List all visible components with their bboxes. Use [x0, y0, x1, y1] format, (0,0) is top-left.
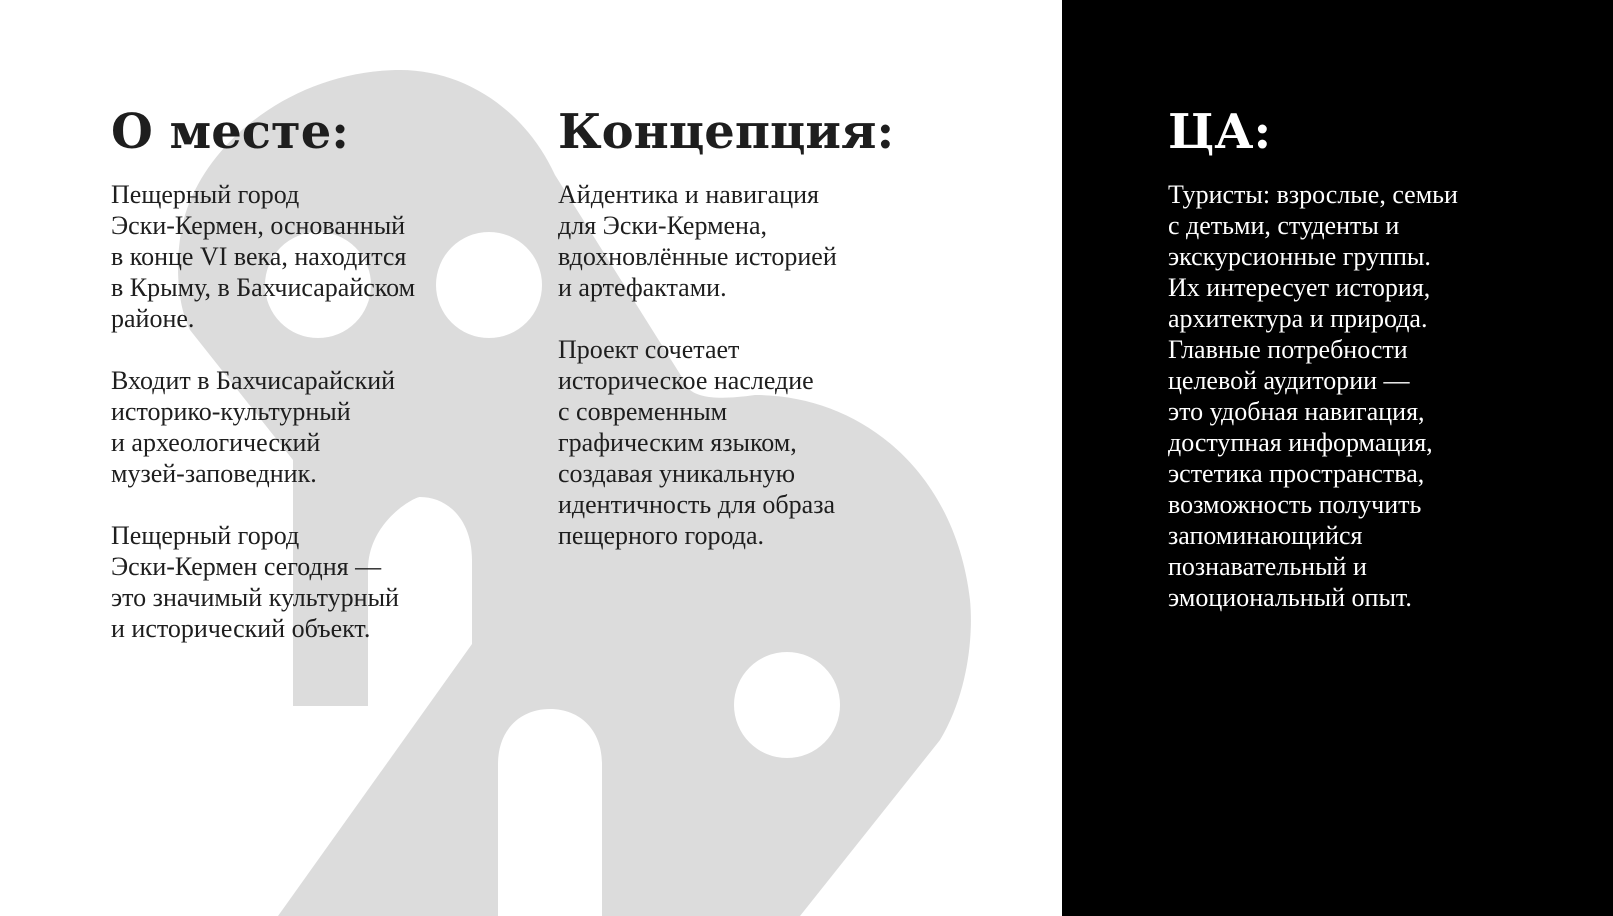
place-paragraph-1: Пещерный город Эски-Кермен, основанный в конце VI века, находится в Крыму, в Бахчисарайском районе.: [111, 180, 416, 333]
place-title: О месте:: [111, 104, 349, 160]
cave-hole-bottom: [734, 652, 840, 758]
concept-paragraph-2: Проект сочетает историческое наследие с современным графическим языком, создавая уникальную идентичность для образа пещерного города.: [558, 335, 836, 550]
section-place: [111, 100, 471, 675]
concept-title: Концепция:: [558, 104, 895, 160]
concept-paragraph-1: Айдентика и навигация для Эски-Кермена, вдохновлённые историей и артефактами.: [558, 180, 837, 302]
place-paragraph-2: Входит в Бахчисарайский историко-культурный и археологический музей-заповедник.: [111, 366, 396, 488]
section-concept: [558, 100, 938, 582]
place-paragraph-3: Пещерный город Эски-Кермен сегодня — это значимый культурный и исторический объект.: [111, 521, 399, 643]
section-audience: [1168, 100, 1568, 644]
audience-paragraph-1: Туристы: взрослые, семьи с детьми, студенты и экскурсионные группы. Их интересует история, архитектура и природа. Главные потребности целевой аудитории — это удобная навигация, доступная информация, эстетика пространства, возможность получить запоминающийся познавательный и эмоциональный опыт.: [1168, 180, 1458, 612]
audience-title: ЦА:: [1168, 104, 1272, 160]
